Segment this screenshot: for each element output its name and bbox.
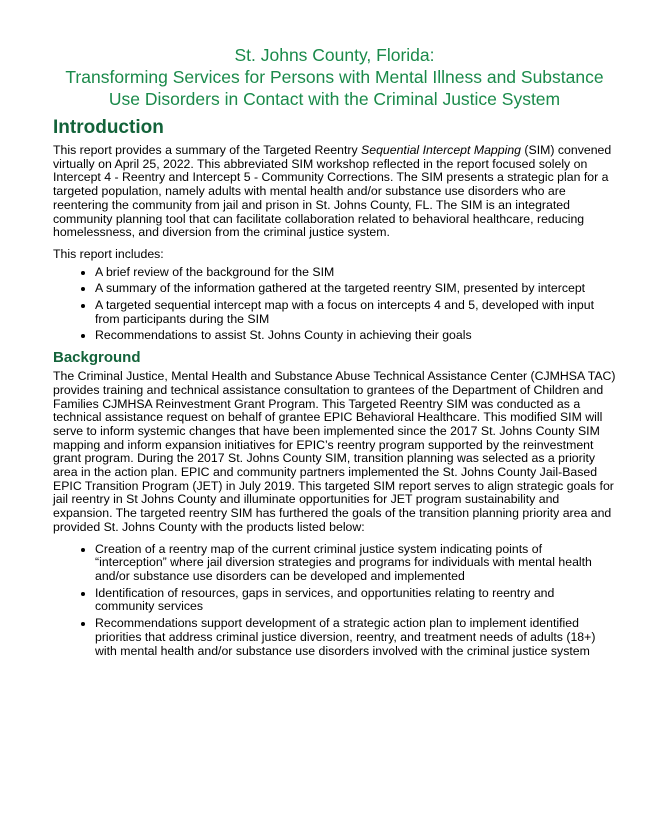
- report-title: [53, 0, 616, 110]
- includes-list: [53, 266, 616, 344]
- title-line-3: Use Disorders in Contact with the Criminal Justice System: [108, 89, 561, 109]
- list-item: • A brief review of the background for the SIM: [95, 266, 616, 280]
- list-item: • A summary of the information gathered at the targeted reentry SIM, presented by intercept: [95, 282, 616, 296]
- title-line-1: St. Johns County, Florida:: [234, 45, 435, 65]
- introduction-heading: Introduction: [53, 117, 164, 138]
- intro-italic-term: Sequential Intercept Mapping: [361, 143, 521, 157]
- list-item: • A targeted sequential intercept map with a focus on intercepts 4 and 5, developed with input from participants during the SIM: [95, 299, 616, 326]
- includes-label: This report includes:: [53, 246, 164, 261]
- intro-text-end: (SIM) convened virtually on April 25, 2022. This abbreviated SIM workshop reflected in the report focused solely on Intercept 4 - Reentry and Intercept 5 - Community Corrections. The SIM presents a strategic plan for a targeted population, namely adults with mental health and/or substance use disorders who are reentering the community from jail and prison in St. Johns County, FL. The SIM is an integrated community planning tool that can facilitate collaboration related to behavioral healthcare, reducing homelessness, and diversion from the criminal justice system.: [53, 143, 612, 240]
- list-item: • Recommendations support development of a strategic action plan to implement identified priorities that address criminal justice diversion, reentry, and treatment needs of adults (18+) with mental health and/or substance use disorders involved with the criminal justice system: [95, 617, 616, 658]
- introduction-paragraph: [53, 144, 616, 240]
- list-item: • Identification of resources, gaps in services, and opportunities relating to reentry and community services: [95, 587, 616, 614]
- products-list: [53, 543, 616, 659]
- background-paragraph: The Criminal Justice, Mental Health and Substance Abuse Technical Assistance Center (CJMHSA TAC) provides training and technical assistance consultation to grantees of the Department of Children and Families CJMHSA Reinvestment Grant Program. This Targeted Reentry SIM was conducted as a technical assistance request on behalf of grantee EPIC Behavioral Healthcare. This modified SIM will serve to inform systemic changes that have been implemented since the 2017 St. Johns County SIM mapping and inform expansion initiatives for EPIC’s reentry program supported by the reinvestment grant program. During the 2017 St. Johns County SIM, transition planning was selected as a priority area in the action plan. EPIC and community partners implemented the St. Johns County Jail-Based EPIC Transition Program (JET) in July 2019. This targeted SIM report serves to align strategic goals for jail reentry in St Johns County and illuminate opportunities for JET program sustainability and expansion. The targeted reentry SIM has furthered the goals of the transition planning priority area and provided St. Johns County with the products listed below:: [53, 369, 616, 534]
- list-item: • Creation of a reentry map of the current criminal justice system indicating points of “interception” where jail diversion strategies and programs for individuals with mental health and/or substance use disorders can be developed and implemented: [95, 543, 616, 584]
- background-heading: Background: [53, 349, 141, 367]
- intro-text-start: This report provides a summary of the Targeted Reentry: [53, 143, 362, 157]
- list-item: • Recommendations to assist St. Johns County in achieving their goals: [95, 329, 616, 343]
- title-line-2: Transforming Services for Persons with Mental Illness and Substance: [65, 67, 604, 87]
